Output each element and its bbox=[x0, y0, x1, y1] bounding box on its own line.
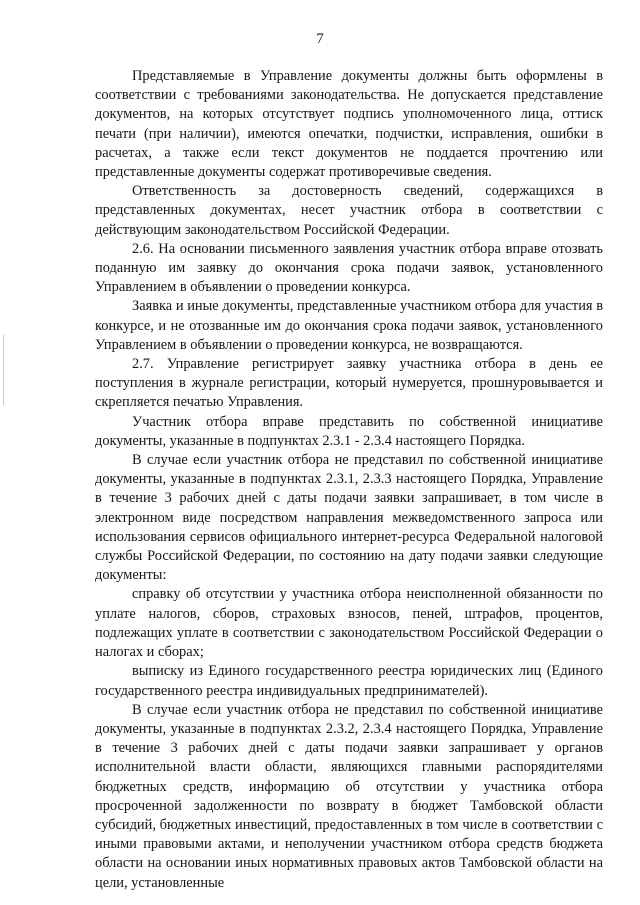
paragraph-documents-requirements: Представляемые в Управление документы должны быть оформлены в соответствии с требованиями законодательства. Не допускается представление документов, на которых отсутствует подпись уполномоченного лица, оттиск печати (при наличии), имеются опечатки, подчистки, исправления, ошибки в расчетах, а также если текст документов не поддается прочтению или представленные документы содержат противоречивые сведения. bbox=[95, 68, 603, 181]
paragraph-responsibility: Ответственность за достоверность сведений, содержащихся в представленных документах, несет участник отбора в соответствии с действующим законодательством Российской Федерации. bbox=[95, 183, 603, 238]
paragraph-request-documents: В случае если участник отбора не представил по собственной инициативе документы, указанные в подпунктах 2.3.1, 2.3.3 настоящего Порядка, Управление в течение 3 рабочих дней с даты подачи заявки запрашивает, в том числе в электронном виде посредством направления межведомственного запроса или использования сервисов официального интернет-ресурса Федеральной налоговой службы Российской Федерации, по состоянию на дату подачи заявки следующие документы: bbox=[95, 452, 603, 584]
page-number: 7 bbox=[316, 31, 324, 47]
paragraph-non-return: Заявка и иные документы, представленные участником отбора для участия в конкурсе, и не отозванные им до окончания срока подачи заявок, установленного Управлением в объявлении о проведении конкурса, не возвращаются. bbox=[95, 298, 603, 353]
paragraph-registry-extract: выписку из Единого государственного реестра юридических лиц (Единого государственного реестра индивидуальных предпринимателей). bbox=[95, 663, 603, 699]
document-body bbox=[95, 67, 603, 893]
paragraph-tax-certificate: справку об отсутствии у участника отбора неисполненной обязанности по уплате налогов, сборов, страховых взносов, пеней, штрафов, процентов, подлежащих уплате в соответствии с законодательством Российской Федерации о налогах и сборах; bbox=[95, 586, 603, 661]
paragraph-2-6-withdrawal: 2.6. На основании письменного заявления участник отбора вправе отозвать поданную им заявку до окончания срока подачи заявок, установленного Управлением в объявлении о проведении конкурса. bbox=[95, 240, 603, 296]
paragraph-2-7-registration: 2.7. Управление регистрирует заявку участника отбора в день ее поступления в журнале регистрации, который нумеруется, прошнуровывается и скрепляется печатью Управления. bbox=[95, 356, 603, 411]
paragraph-budget-debt-request: В случае если участник отбора не представил по собственной инициативе документы, указанные в подпунктах 2.3.2, 2.3.4 настоящего Порядка, Управление в течение 3 рабочих дней с даты подачи заявки запрашивает у органов исполнительной власти области, являющихся главными распорядителями бюджетных средств, информацию об отсутствии у участника отбора просроченной задолженности по возврату в бюджет Тамбовской области субсидий, бюджетных инвестиций, предоставленных в том числе в соответствии с иными правовыми актами, и неполучении участником отбора средств бюджета области на основании иных нормативных правовых актов Тамбовской области на цели, установленные bbox=[95, 701, 603, 891]
scan-margin-mark bbox=[3, 335, 4, 405]
paragraph-own-initiative: Участник отбора вправе представить по собственной инициативе документы, указанные в подпунктах 2.3.1 - 2.3.4 настоящего Порядка. bbox=[95, 413, 603, 449]
